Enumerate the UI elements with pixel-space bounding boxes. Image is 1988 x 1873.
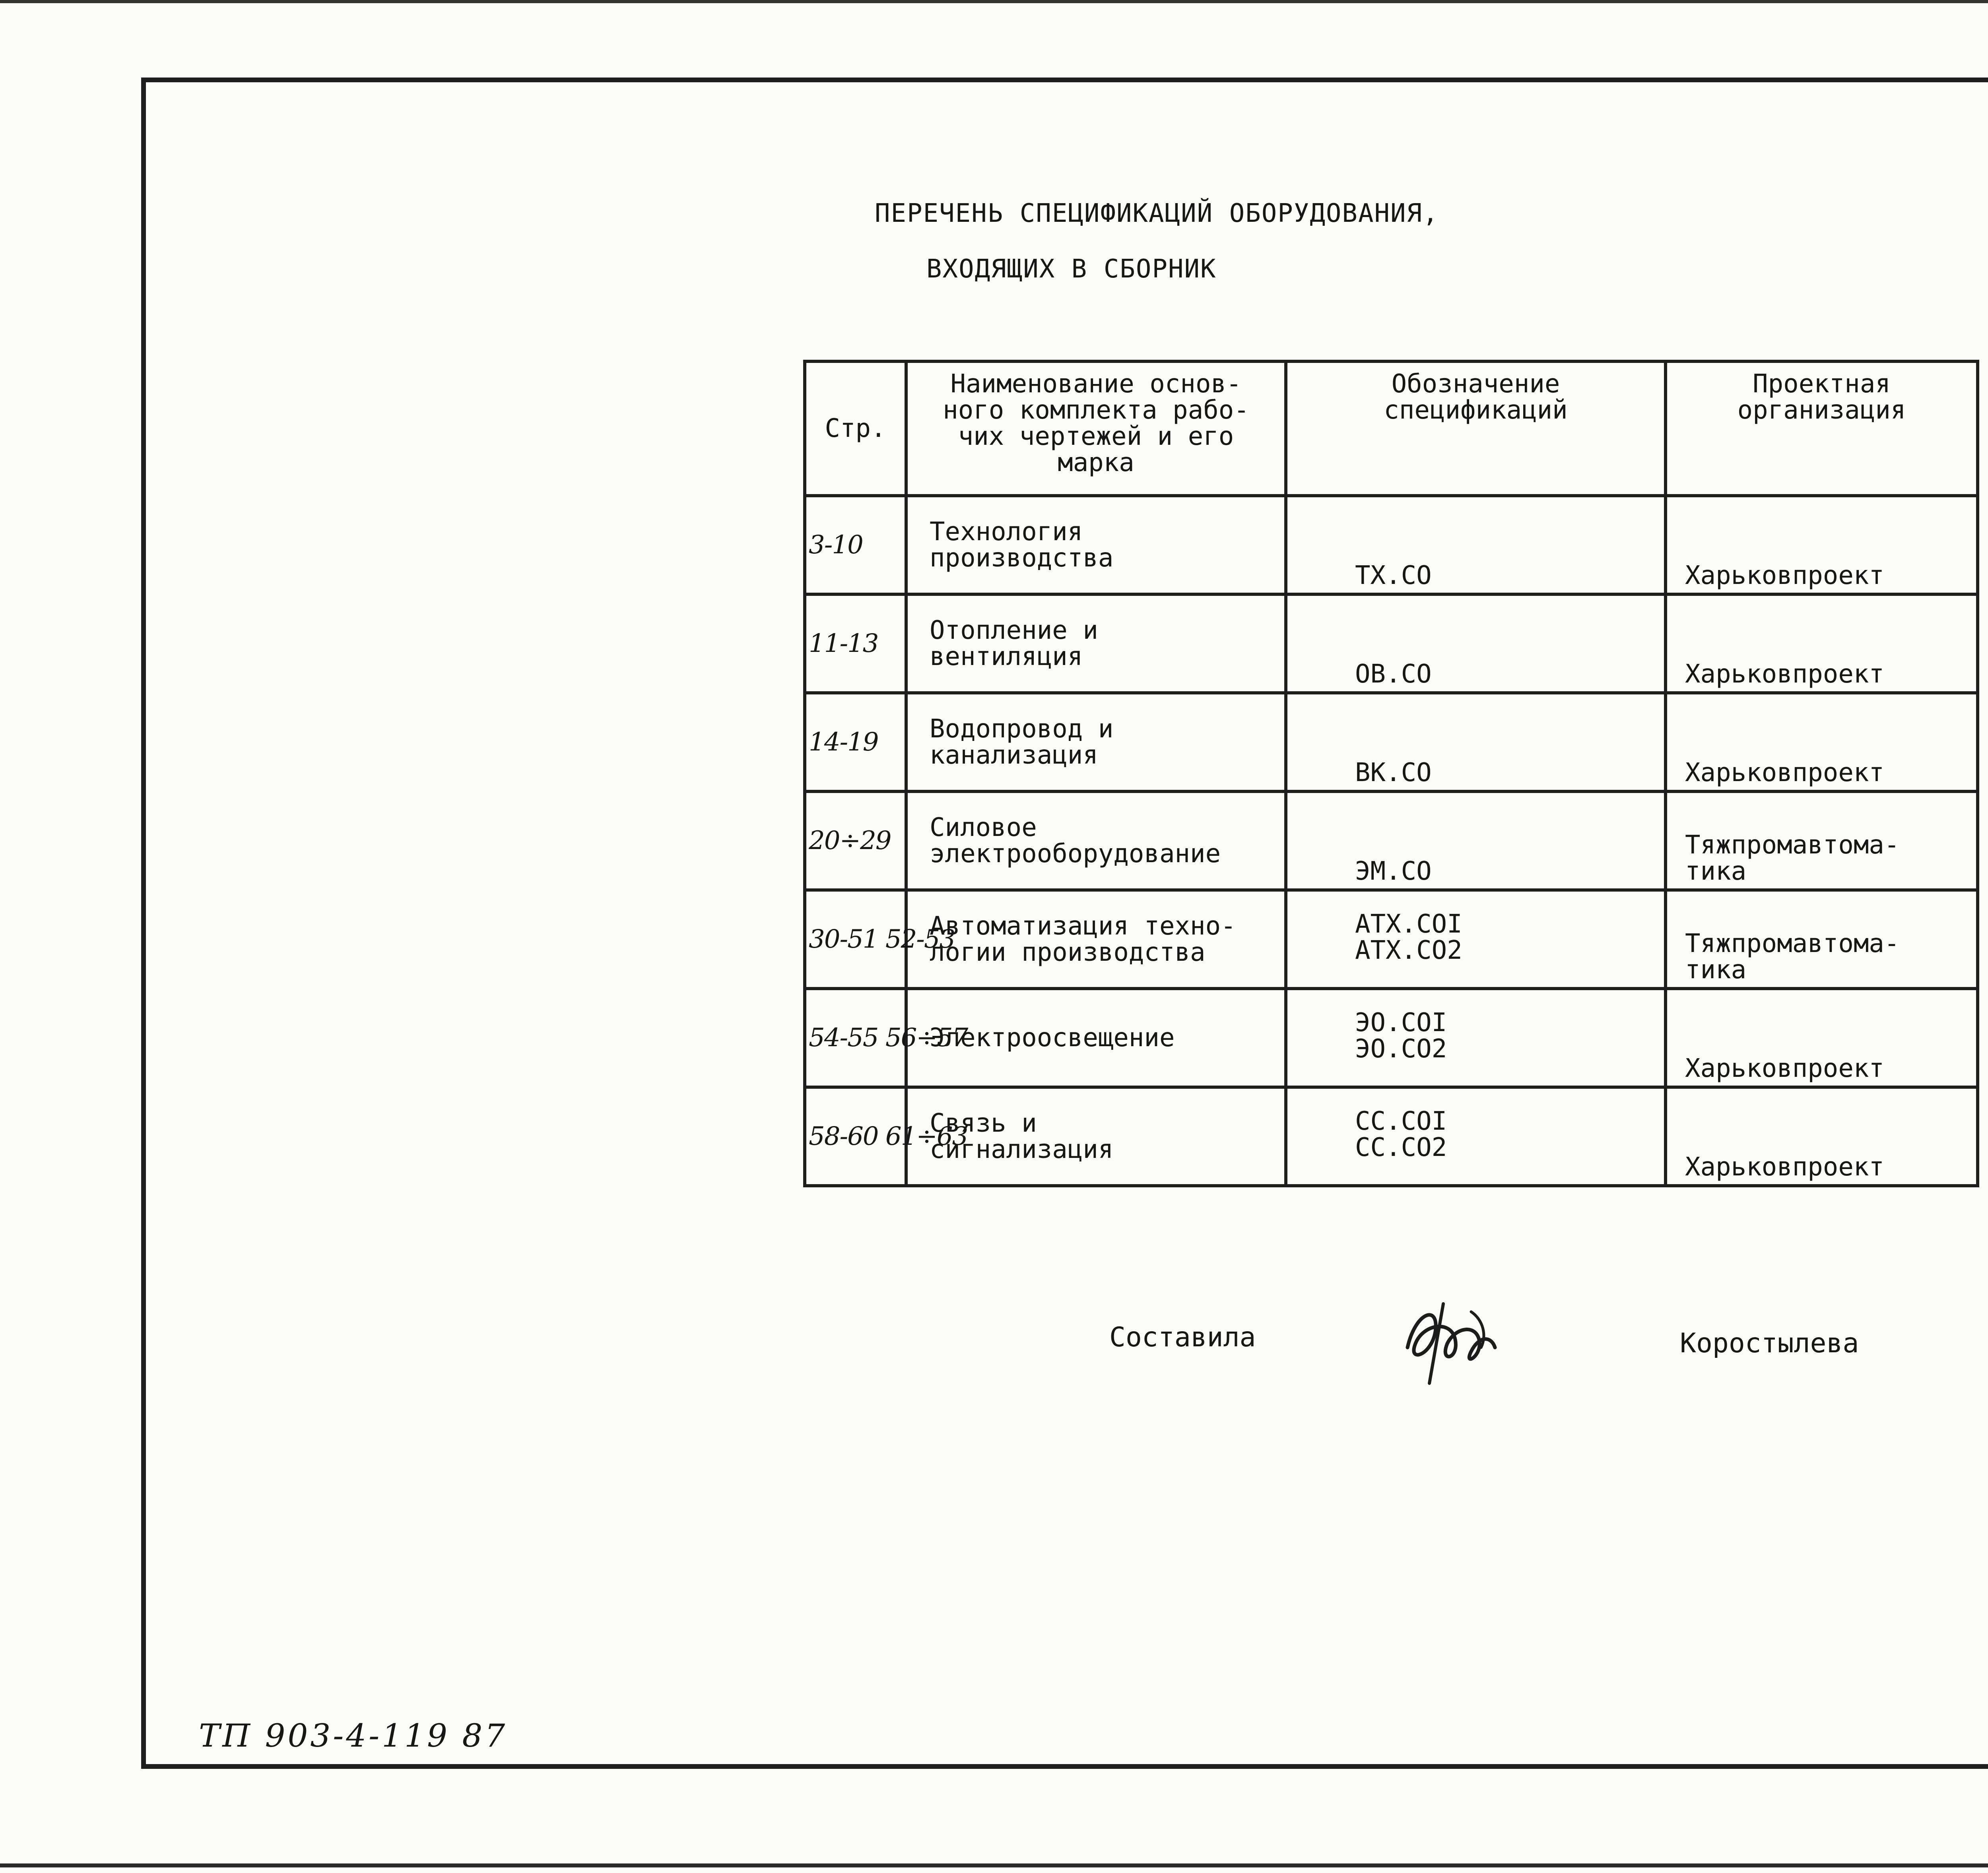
document-title-line-2: ВХОДЯЩИХ В СБОРНИК bbox=[926, 254, 1217, 284]
row-name: Электроосвещение bbox=[906, 989, 1286, 1087]
row-designation: АТХ.СОI АТХ.СО2 bbox=[1286, 890, 1666, 989]
table-row bbox=[805, 791, 1978, 890]
row-designation: СС.СОI СС.СО2 bbox=[1286, 1087, 1666, 1186]
row-pages: 30-51 52-53 bbox=[805, 890, 906, 989]
row-pages: 14-19 bbox=[805, 693, 906, 791]
row-organization: Харьковпроект bbox=[1666, 989, 1978, 1087]
row-pages: 20÷29 bbox=[805, 791, 906, 890]
row-name: Технология производства bbox=[906, 496, 1286, 594]
row-designation: ВК.СО bbox=[1286, 693, 1666, 791]
table-row bbox=[805, 890, 1978, 989]
table-row bbox=[805, 594, 1978, 693]
table-row bbox=[805, 989, 1978, 1087]
row-pages: 54-55 56÷57 bbox=[805, 989, 906, 1087]
row-organization: Харьковпроект bbox=[1666, 594, 1978, 693]
row-name: Автоматизация техно- логии производства bbox=[906, 890, 1286, 989]
author-name: Коростылева bbox=[1680, 1328, 1859, 1359]
compiled-by-label: Составила bbox=[1109, 1322, 1256, 1353]
row-pages: 58-60 61÷63 bbox=[805, 1087, 906, 1186]
row-designation: ОВ.СО bbox=[1286, 594, 1666, 693]
document-title-line-1: ПЕРЕЧЕНЬ СПЕЦИФИКАЦИЙ ОБОРУДОВАНИЯ, bbox=[875, 199, 1439, 228]
row-designation: ТХ.СО bbox=[1286, 496, 1666, 594]
specification-table bbox=[803, 360, 1979, 1187]
header-organization: Проектная организация bbox=[1666, 361, 1978, 496]
row-designation: ЭО.СОI ЭО.СО2 bbox=[1286, 989, 1666, 1087]
row-designation: ЭМ.СО bbox=[1286, 791, 1666, 890]
row-name: Водопровод и канализация bbox=[906, 693, 1286, 791]
row-organization: Тяжпромавтома- тика bbox=[1666, 791, 1978, 890]
row-organization: Харьковпроект bbox=[1666, 1087, 1978, 1186]
table-row bbox=[805, 1087, 1978, 1186]
table-row bbox=[805, 693, 1978, 791]
header-name: Наименование основ- ного комплекта рабо- чих чертежей и его марка bbox=[906, 361, 1286, 496]
table-header-row bbox=[805, 361, 1978, 496]
row-pages: 11-13 bbox=[805, 594, 906, 693]
row-name: Связь и сигнализация bbox=[906, 1087, 1286, 1186]
signature bbox=[1392, 1288, 1511, 1391]
document-code: ТП 903-4-119 87 bbox=[199, 1717, 508, 1754]
row-organization: Тяжпромавтома- тика bbox=[1666, 890, 1978, 989]
row-name: Отопление и вентиляция bbox=[906, 594, 1286, 693]
row-name: Силовое электрооборудование bbox=[906, 791, 1286, 890]
row-organization: Харьковпроект bbox=[1666, 496, 1978, 594]
row-organization: Харьковпроект bbox=[1666, 693, 1978, 791]
table-row bbox=[805, 496, 1978, 594]
row-pages: 3-10 bbox=[805, 496, 906, 594]
header-designation: Обозначение спецификаций bbox=[1286, 361, 1666, 496]
header-page: Стр. bbox=[805, 361, 906, 496]
